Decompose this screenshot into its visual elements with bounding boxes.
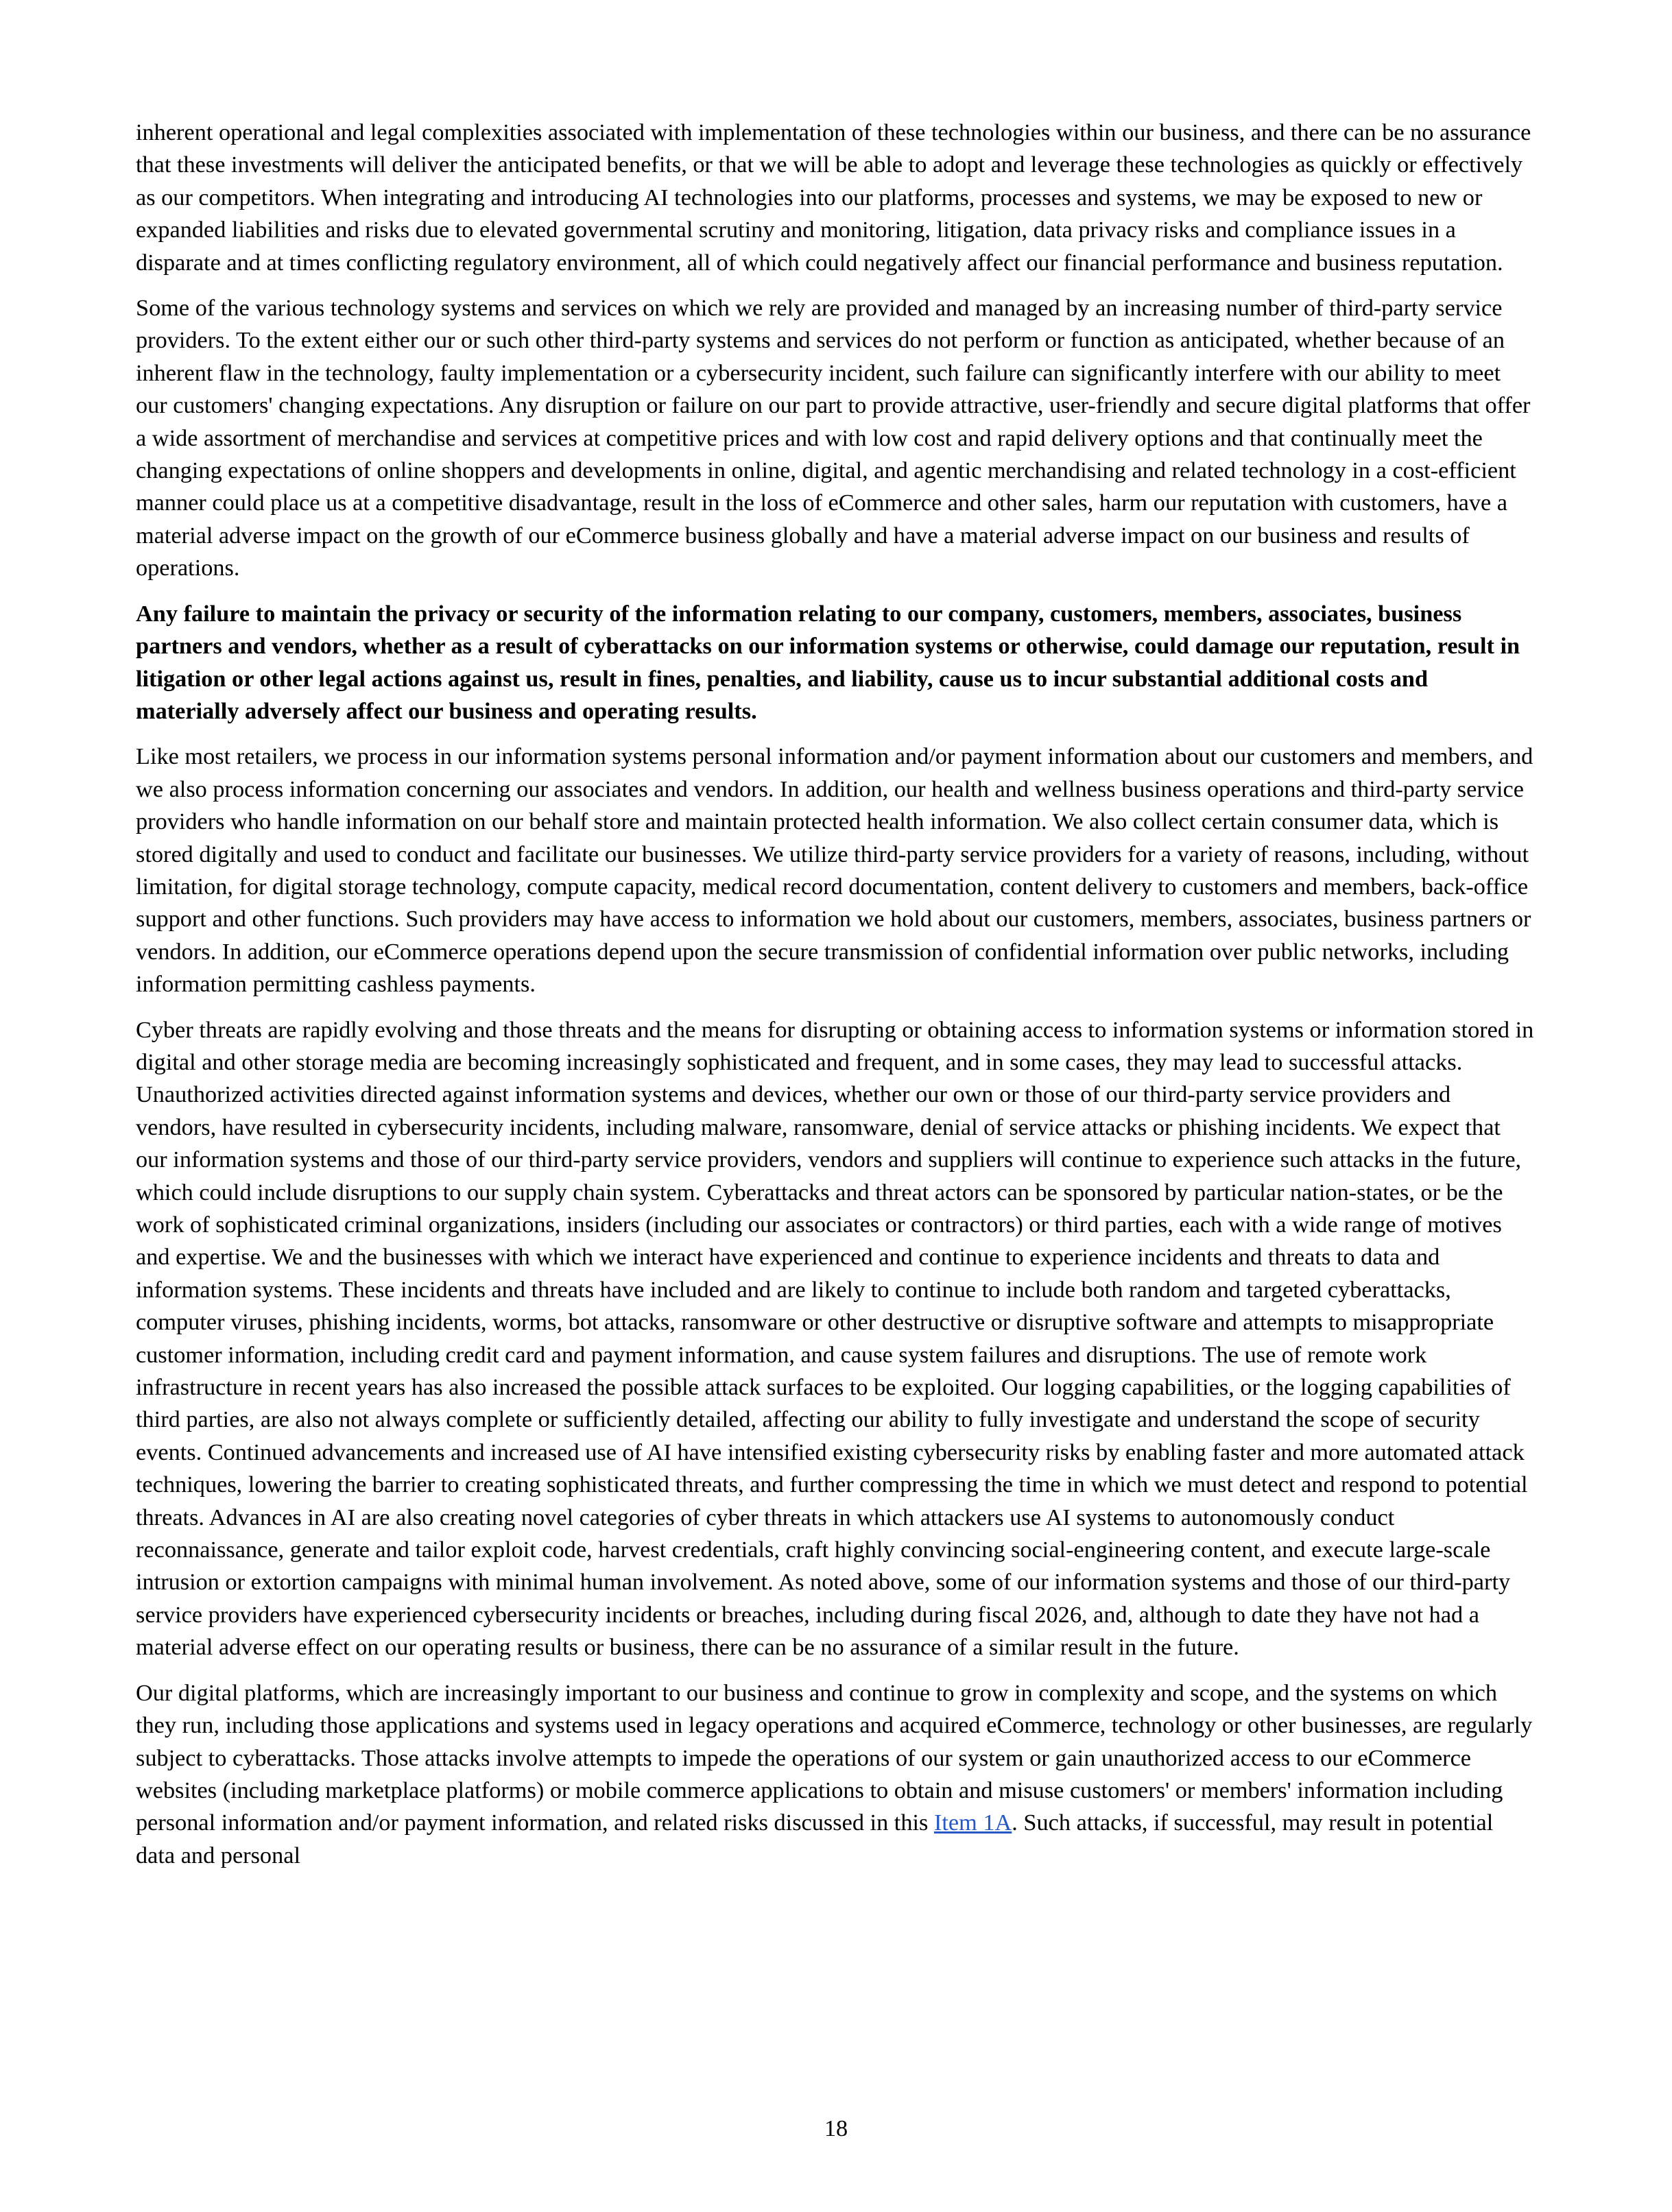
paragraph-cyber-threats: Cyber threats are rapidly evolving and those threats and the means for disrupting or obtaining access to information systems or information stored in digital and other storage media are becoming increasingly sophisticated and frequent, and in some cases, they may lead to successful attacks. Unauthorized activities directed against information systems and devices, whether our own or those of our third-party service providers and vendors, have resulted in cybersecurity incidents, including malware, ransomware, denial of service attacks or phishing incidents. We expect that our information systems and those of our third-party service providers, vendors and suppliers will continue to experience such attacks in the future, which could include disruptions to our supply chain system. Cyberattacks and threat actors can be sponsored by particular nation-states, or be the work of sophisticated criminal organizations, insiders (including our associates or contractors) or third parties, each with a wide range of motives and expertise. We and the businesses with which we interact have experienced and continue to experience incidents and threats to data and information systems. These incidents and threats have included and are likely to continue to include both random and targeted cyberattacks, computer viruses, phishing incidents, worms, bot attacks, ransomware or other destructive or disruptive software and attempts to misappropriate customer information, including credit card and payment information, and cause system failures and disruptions. The use of remote work infrastructure in recent years has also increased the possible attack surfaces to be exploited. Our logging capabilities, or the logging capabilities of third parties, are also not always complete or sufficiently detailed, affecting our ability to fully investigate and understand the scope of security events. Continued advancements and increased use of AI have intensified existing cybersecurity risks by enabling faster and more automated attack techniques, lowering the barrier to creating sophisticated threats, and further compressing the time in which we must detect and respond to potential threats. Advances in AI are also creating novel categories of cyber threats in which attackers use AI systems to autonomously conduct reconnaissance, generate and tailor exploit code, harvest credentials, craft highly convincing social-engineering content, and execute large-scale intrusion or extortion campaigns with minimal human involvement. As noted above, some of our information systems and those of our third-party service providers have experienced cybersecurity incidents or breaches, including during fiscal 2026, and, although to date they have not had a material adverse effect on our operating results or business, there can be no assurance of a similar result in the future. xyxy=(136,1016,1534,1661)
page-number: 18 xyxy=(824,2115,848,2141)
risk-factor-heading: Any failure to maintain the privacy or security of the information relating to our company, customers, members, associates, business partners and vendors, whether as a result of cyberattacks on our information systems or otherwise, could damage our reputation, result in litigation or other legal actions against us, result in fines, penalties, and liability, cause us to incur substantial additional costs and materially adversely affect our business and operating results. xyxy=(136,600,1520,724)
paragraph-text-before-link: Our digital platforms, which are increasingly important to our business and continue to grow in complexity and scope, and the systems on which they run, including those applications and systems used in legacy operations and acquired eCommerce, technology or other businesses, are regularly subject to cyberattacks. Those attacks involve attempts to impede the operations of our system or gain unauthorized access to our eCommerce websites (including marketplace platforms) or mobile commerce applications to obtain and misuse customers' or members' information including personal information and/or payment information, and related risks discussed in this xyxy=(136,1679,1533,1836)
paragraph-text-after-link: . Such attacks, if successful, may result in potential data and personal xyxy=(136,1810,1494,1868)
item-1a-link[interactable]: Item 1A xyxy=(933,1810,1012,1836)
paragraph-information-processing: Like most retailers, we process in our information systems personal information and/or payment information about our customers and members, and we also process information concerning our associates and vendors. In addition, our health and wellness business operations and third-party service providers who handle information on our behalf store and maintain protected health information. We also collect certain consumer data, which is stored digitally and used to conduct and facilitate our businesses. We utilize third-party service providers for a variety of reasons, including, without limitation, for digital storage technology, compute capacity, medical record documentation, content delivery to customers and members, back-office support and other functions. Such providers may have access to information we hold about our customers, members, associates, business partners or vendors. In addition, our eCommerce operations depend upon the secure transmission of confidential information over public networks, including information permitting cashless payments. xyxy=(136,743,1533,998)
paragraph-third-party-providers: Some of the various technology systems and services on which we rely are provided and managed by an increasing number of third-party service providers. To the extent either our or such other third-party systems and services do not perform or function as anticipated, whether because of an inherent flaw in the technology, faulty implementation or a cybersecurity incident, such failure can significantly interfere with our ability to meet our customers' changing expectations. Any disruption or failure on our part to provide attractive, user-friendly and secure digital platforms that offer a wide assortment of merchandise and services at competitive prices and with low cost and rapid delivery options and that continually meet the changing expectations of online shoppers and developments in online, digital, and agentic merchandising and related technology in a cost-efficient manner could place us at a competitive disadvantage, result in the loss of eCommerce and other sales, harm our reputation with customers, have a material adverse impact on the growth of our eCommerce business globally and have a material adverse impact on our business and results of operations. xyxy=(136,295,1531,581)
document-body xyxy=(136,117,1536,1885)
paragraph-digital-platforms xyxy=(136,1677,1536,1872)
paragraph-ai-technologies: inherent operational and legal complexities associated with implementation of these technologies within our business, and there can be no assurance that these investments will deliver the anticipated benefits, or that we will be able to adopt and leverage these technologies as quickly or effectively as our competitors. When integrating and introducing AI technologies into our platforms, processes and systems, we may be exposed to new or expanded liabilities and risks due to elevated governmental scrutiny and monitoring, litigation, data privacy risks and compliance issues in a disparate and at times conflicting regulatory environment, all of which could negatively affect our financial performance and business reputation. xyxy=(136,119,1531,276)
